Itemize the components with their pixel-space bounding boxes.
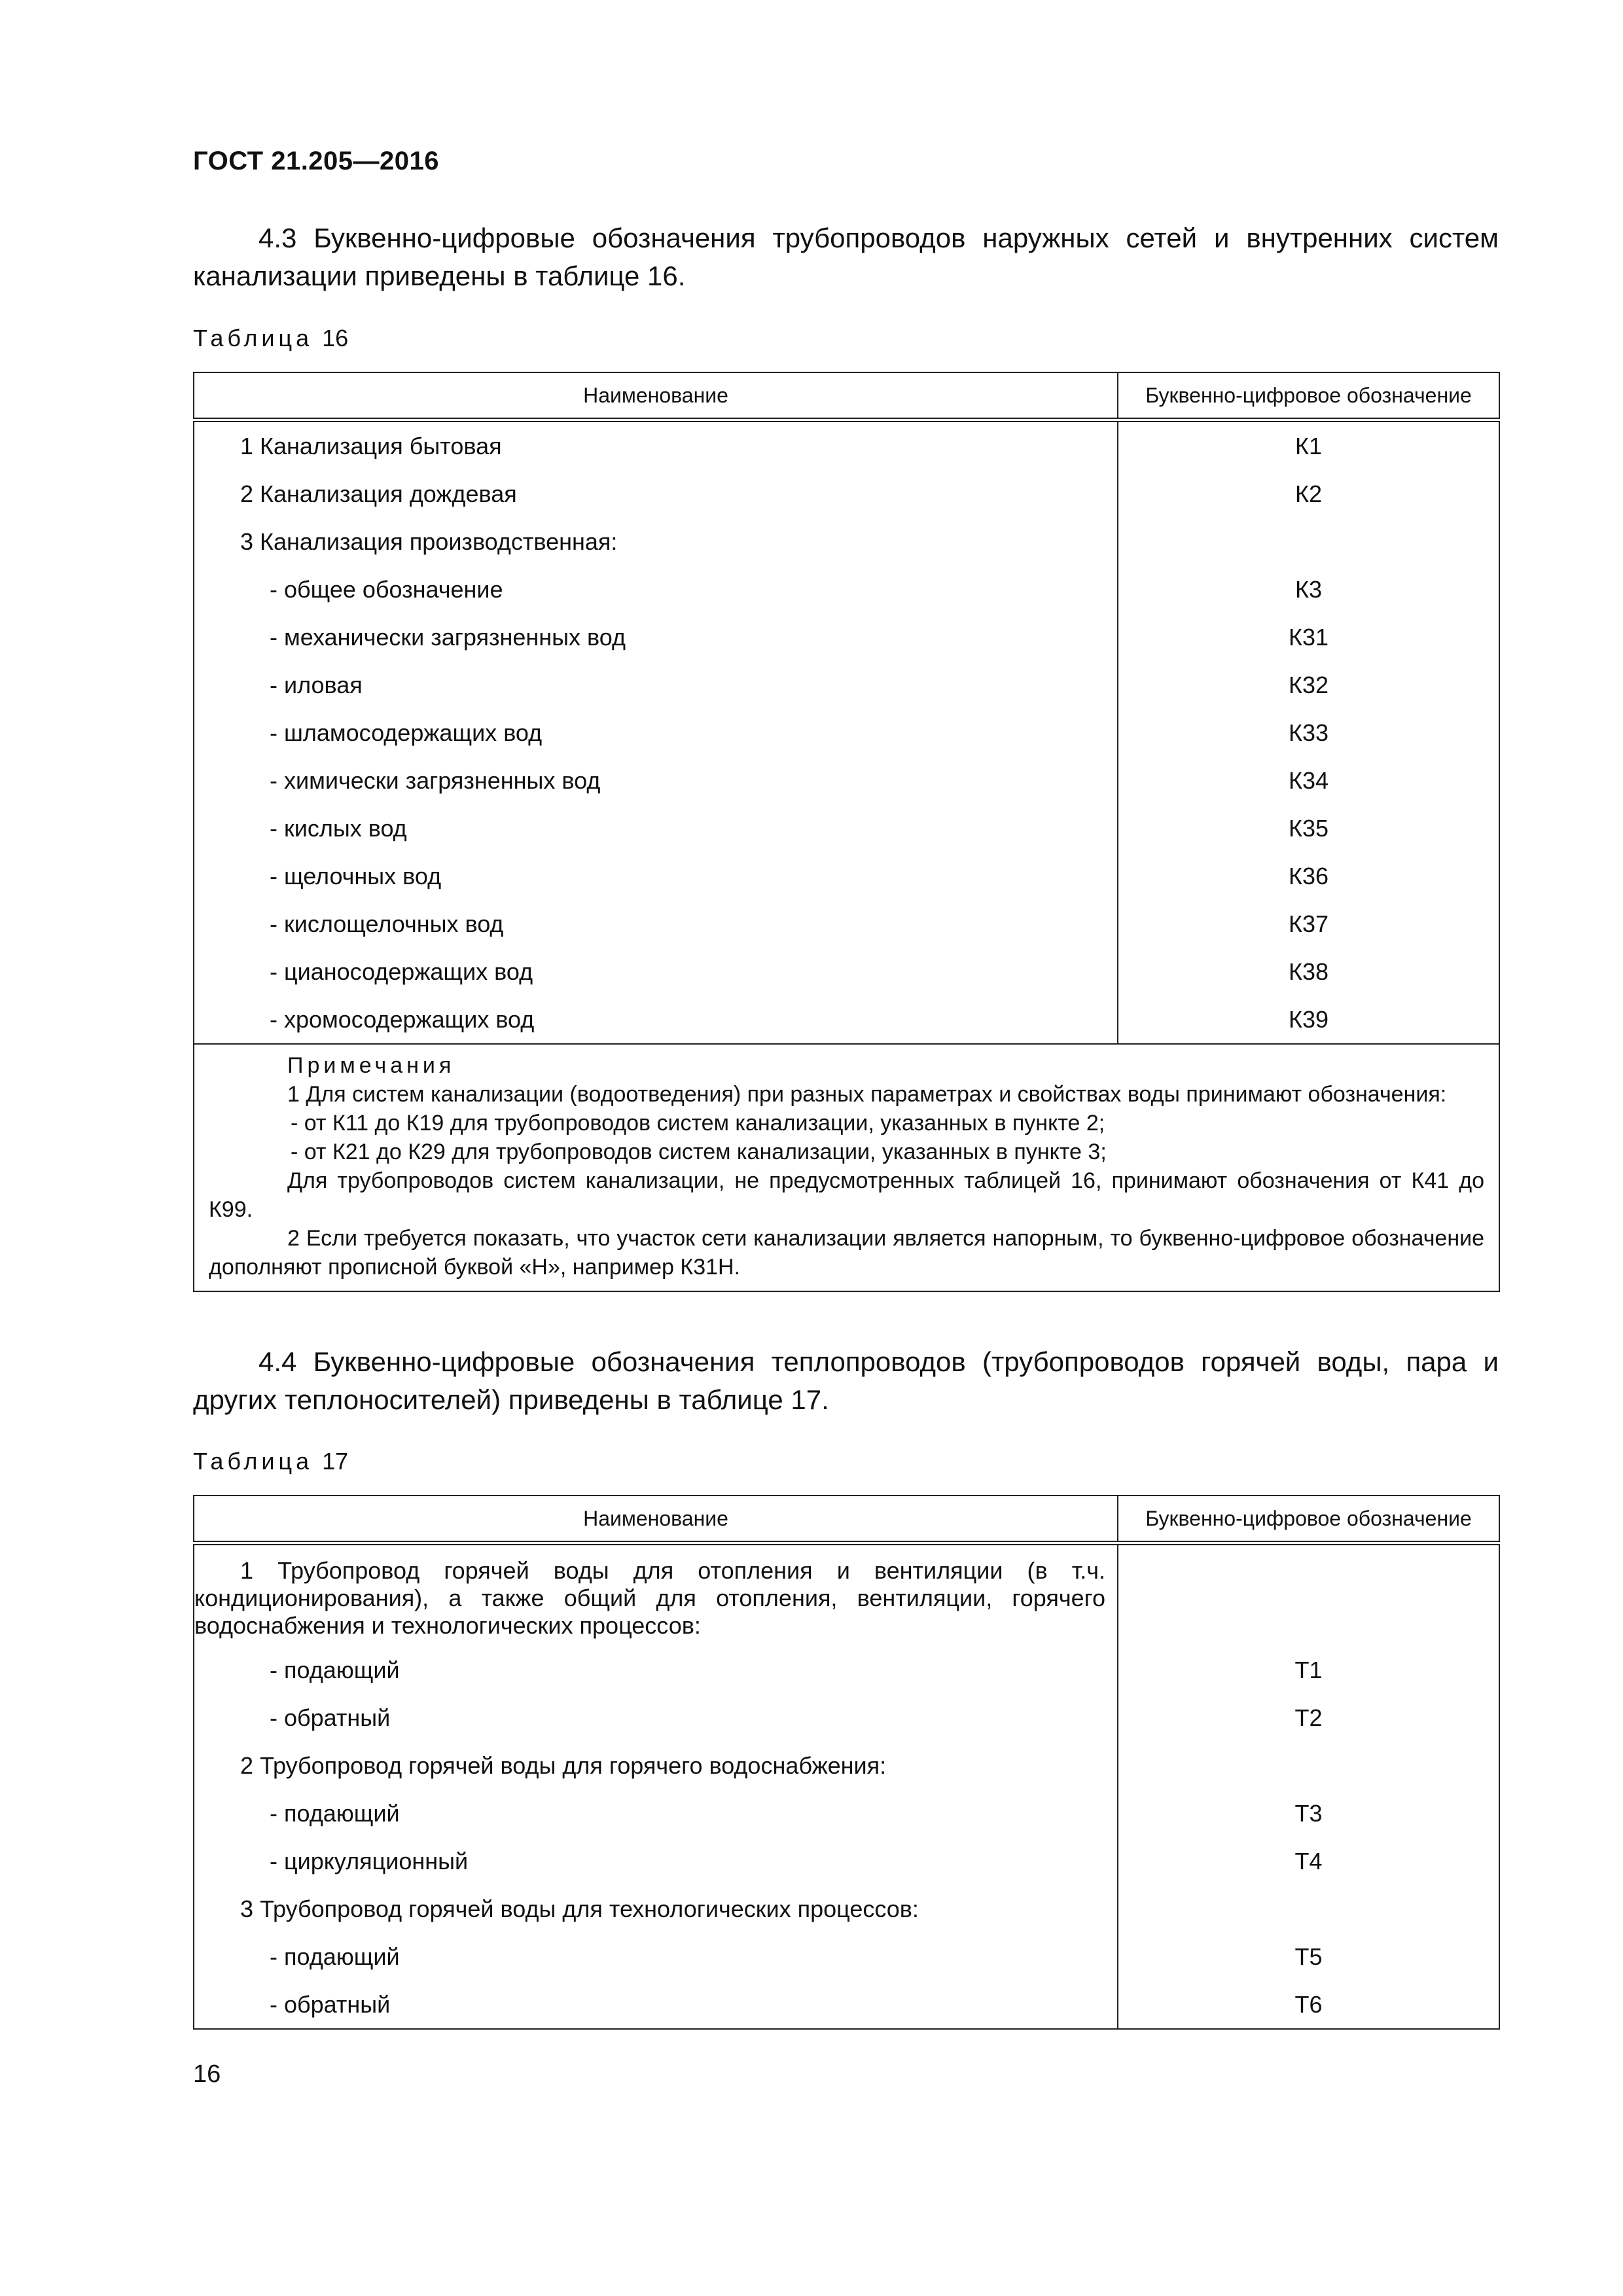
table16-caption: [193, 325, 348, 352]
row-name: - подающий: [194, 1933, 1118, 1981]
table-row: [194, 1742, 1499, 1789]
row-code: Т4: [1118, 1837, 1499, 1885]
row-name: [194, 1543, 1118, 1647]
table-row: [194, 1694, 1499, 1742]
table17-header-name: Наименование: [194, 1496, 1118, 1543]
row-name: 1 Канализация бытовая: [194, 420, 1118, 471]
note-1a: [209, 1109, 1484, 1138]
table-row: [194, 661, 1499, 709]
row-name: - механически загрязненных вод: [194, 613, 1118, 661]
table-row: [194, 1837, 1499, 1885]
table-row: [194, 470, 1499, 518]
table16-notes: [194, 1044, 1499, 1291]
table-row: [194, 613, 1499, 661]
row-code: К32: [1118, 661, 1499, 709]
table-row: [194, 1885, 1499, 1933]
row-name: - щелочных вод: [194, 852, 1118, 900]
row-code: [1118, 1885, 1499, 1933]
row-code: К2: [1118, 470, 1499, 518]
table-row: [194, 565, 1499, 613]
table-row: [194, 900, 1499, 948]
note-1a-text: - от К11 до К19 для трубопроводов систем канализации, указанных в пункте 2;: [291, 1111, 1105, 1136]
table16-header-code: Буквенно-цифровое обозначение: [1118, 372, 1499, 420]
row-name: - подающий: [194, 1789, 1118, 1837]
table-row: [194, 1981, 1499, 2029]
row-code: Т6: [1118, 1981, 1499, 2029]
row-code: [1118, 1742, 1499, 1789]
row-name: 2 Трубопровод горячей воды для горячего водоснабжения:: [194, 1742, 1118, 1789]
row-name: - цианосодержащих вод: [194, 948, 1118, 996]
table-row: [194, 709, 1499, 757]
table16-header-name: Наименование: [194, 372, 1118, 420]
table17-caption-word: Таблица: [193, 1448, 313, 1475]
table-row: [194, 420, 1499, 471]
row-code: Т5: [1118, 1933, 1499, 1981]
table-row: [194, 1789, 1499, 1837]
row-code: К36: [1118, 852, 1499, 900]
row-name: - обратный: [194, 1694, 1118, 1742]
table16-notes-row: [194, 1044, 1499, 1291]
table16-caption-word: Таблица: [193, 325, 313, 351]
note-2: [209, 1224, 1484, 1282]
table-row: [194, 518, 1499, 565]
paragraph-4-3-text: 4.3 Буквенно-цифровые обозначения трубопроводов наружных сетей и внутренних систем канализации приведены в таблице 16.: [193, 223, 1499, 291]
note-2-text: 2 Если требуется показать, что участок сети канализации является напорным, то буквенно-цифровое обозначение дополняют прописной буквой «Н», например К31Н.: [209, 1226, 1484, 1280]
row-code: К1: [1118, 420, 1499, 471]
note-1c: [209, 1166, 1484, 1224]
row-name: - кислых вод: [194, 804, 1118, 852]
note-1c-text: Для трубопроводов систем канализации, не предусмотренных таблицей 16, принимают обозначения от К41 до К99.: [209, 1168, 1484, 1222]
row-code: К3: [1118, 565, 1499, 613]
row-name: - хромосодержащих вод: [194, 996, 1118, 1044]
table-17: [193, 1495, 1500, 2030]
row-name: 2 Канализация дождевая: [194, 470, 1118, 518]
row-name: 3 Трубопровод горячей воды для технологических процессов:: [194, 1885, 1118, 1933]
document-code-header: ГОСТ 21.205—2016: [193, 147, 440, 175]
row-1-text: 1 Трубопровод горячей воды для отопления и вентиляции (в т.ч. кондиционирования), а также общий для отопления, вентиляции, горячего водоснабжения и технологических процессов:: [194, 1557, 1105, 1639]
paragraph-4-3: [193, 219, 1499, 295]
table17-caption-number: 17: [322, 1448, 349, 1475]
row-name: 3 Канализация производственная:: [194, 518, 1118, 565]
paragraph-4-4-text: 4.4 Буквенно-цифровые обозначения теплопроводов (трубопроводов горячей воды, пара и других теплоносителей) приведены в таблице 17.: [193, 1346, 1499, 1415]
page-number: 16: [193, 2060, 221, 2088]
row-name: - общее обозначение: [194, 565, 1118, 613]
paragraph-4-4: [193, 1343, 1499, 1419]
table16-caption-number: 16: [322, 325, 349, 351]
row-name: - кислощелочных вод: [194, 900, 1118, 948]
table17-caption: [193, 1448, 348, 1475]
row-code: К39: [1118, 996, 1499, 1044]
row-code: К31: [1118, 613, 1499, 661]
table-row: [194, 996, 1499, 1044]
row-code: [1118, 518, 1499, 565]
row-code: К37: [1118, 900, 1499, 948]
row-code: К34: [1118, 757, 1499, 804]
row-code: К33: [1118, 709, 1499, 757]
row-name: - иловая: [194, 661, 1118, 709]
table-row: [194, 804, 1499, 852]
table17-header-code: Буквенно-цифровое обозначение: [1118, 1496, 1499, 1543]
row-code: К38: [1118, 948, 1499, 996]
row-code: Т1: [1118, 1646, 1499, 1694]
row-name: - циркуляционный: [194, 1837, 1118, 1885]
row-name: - химически загрязненных вод: [194, 757, 1118, 804]
note-1-text: 1 Для систем канализации (водоотведения) при разных параметрах и свойствах воды принимают обозначения:: [287, 1082, 1447, 1107]
row-name: - подающий: [194, 1646, 1118, 1694]
note-1b-text: - от К21 до К29 для трубопроводов систем канализации, указанных в пункте 3;: [291, 1139, 1107, 1164]
table-row: [194, 1933, 1499, 1981]
row-name: - шламосодержащих вод: [194, 709, 1118, 757]
row-code: К35: [1118, 804, 1499, 852]
row-code: Т3: [1118, 1789, 1499, 1837]
table-row: [194, 1646, 1499, 1694]
note-1b: [209, 1138, 1484, 1166]
table-16: [193, 372, 1500, 1292]
row-code: Т2: [1118, 1694, 1499, 1742]
table-row: [194, 757, 1499, 804]
row-name: - обратный: [194, 1981, 1118, 2029]
table-row: [194, 948, 1499, 996]
row-code: [1118, 1543, 1499, 1647]
table-row: [194, 852, 1499, 900]
table-row: [194, 1543, 1499, 1647]
notes-title: Примечания: [287, 1053, 455, 1078]
note-1: [209, 1080, 1484, 1109]
